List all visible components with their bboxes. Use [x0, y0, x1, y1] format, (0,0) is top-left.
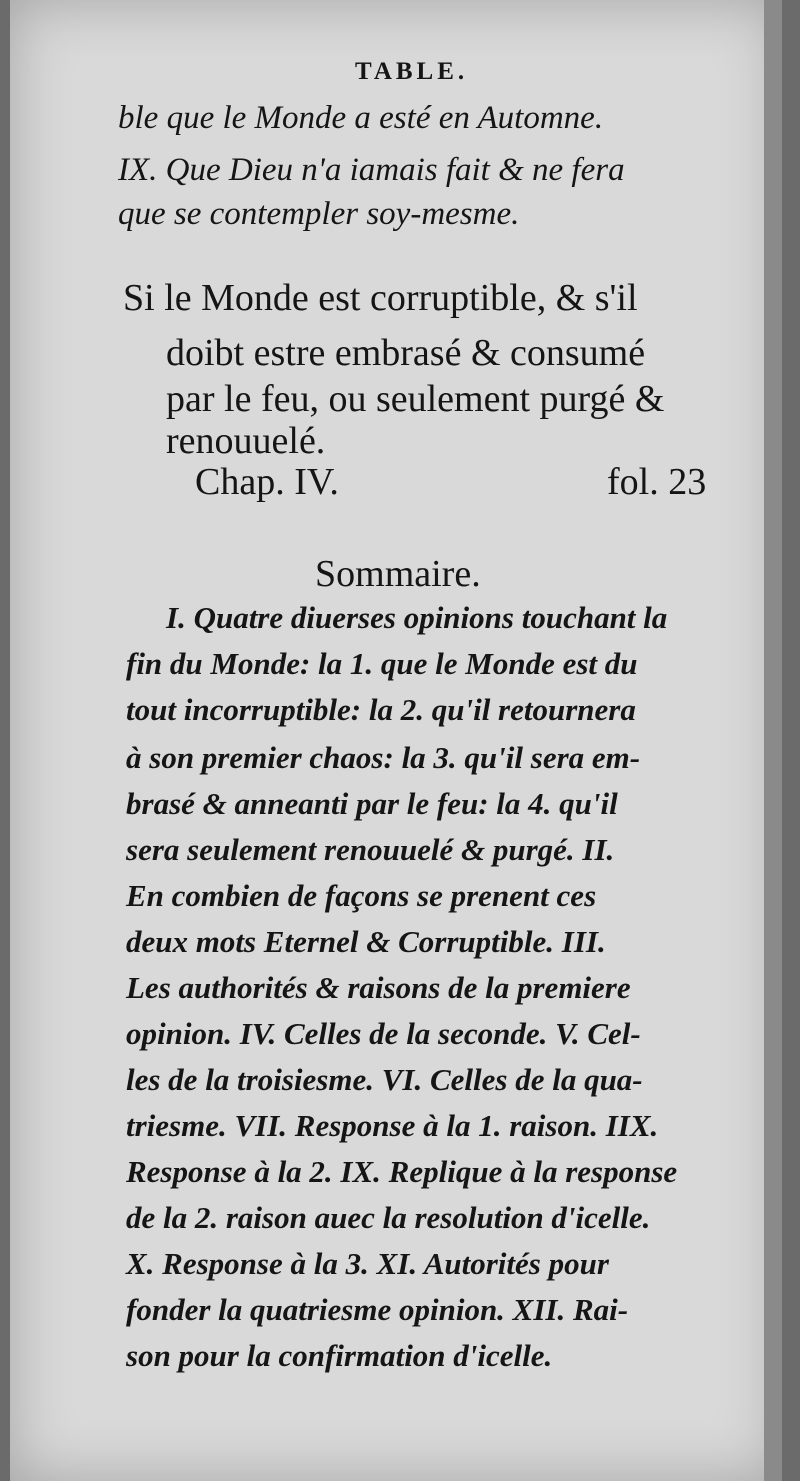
chapter-title-line: renouuelé. [166, 420, 326, 462]
continuation-line: ble que le Monde a esté en Automne. [118, 100, 604, 136]
chapter-title-line: par le feu, ou seulement purgé & [166, 378, 665, 420]
sommaire-line: brasé & anneanti par le feu: la 4. qu'il [126, 786, 618, 821]
sommaire-heading: Sommaire. [315, 553, 481, 595]
continuation-line: que se contempler soy-mesme. [118, 196, 520, 232]
sommaire-line: sera seulement renouuelé & purgé. II. [126, 832, 615, 867]
page-edge [764, 0, 782, 1481]
sommaire-line: I. Quatre diuerses opinions touchant la [166, 600, 668, 635]
sommaire-line: Response à la 2. IX. Replique à la response [126, 1154, 678, 1189]
folio-reference: fol. 23 [607, 461, 707, 503]
sommaire-line: deux mots Eternel & Corruptible. III. [126, 924, 606, 959]
sommaire-line: En combien de façons se prenent ces [126, 878, 597, 913]
chapter-label: Chap. IV. [195, 461, 339, 503]
running-header: TABLE. [355, 58, 469, 85]
sommaire-line: fonder la quatriesme opinion. XII. Rai- [126, 1292, 629, 1327]
chapter-title-line: doibt estre embrasé & consumé [166, 332, 646, 374]
sommaire-line: de la 2. raison auec la resolution d'icelle. [126, 1200, 651, 1235]
book-page [10, 0, 782, 1481]
sommaire-line: fin du Monde: la 1. que le Monde est du [126, 646, 638, 681]
sommaire-line: triesme. VII. Response à la 1. raison. IIX. [126, 1108, 659, 1143]
sommaire-line: Les authorités & raisons de la premiere [126, 970, 631, 1005]
sommaire-line: opinion. IV. Celles de la seconde. V. Cel- [126, 1016, 641, 1051]
sommaire-line: à son premier chaos: la 3. qu'il sera em- [126, 740, 641, 775]
sommaire-line: X. Response à la 3. XI. Autorités pour [126, 1246, 609, 1281]
sommaire-line: tout incorruptible: la 2. qu'il retournera [126, 692, 636, 727]
sommaire-line: son pour la confirmation d'icelle. [126, 1338, 553, 1373]
continuation-line: IX. Que Dieu n'a iamais fait & ne fera [118, 152, 625, 188]
sommaire-line: les de la troisiesme. VI. Celles de la qua- [126, 1062, 643, 1097]
chapter-title-line: Si le Monde est corruptible, & s'il [123, 277, 638, 319]
